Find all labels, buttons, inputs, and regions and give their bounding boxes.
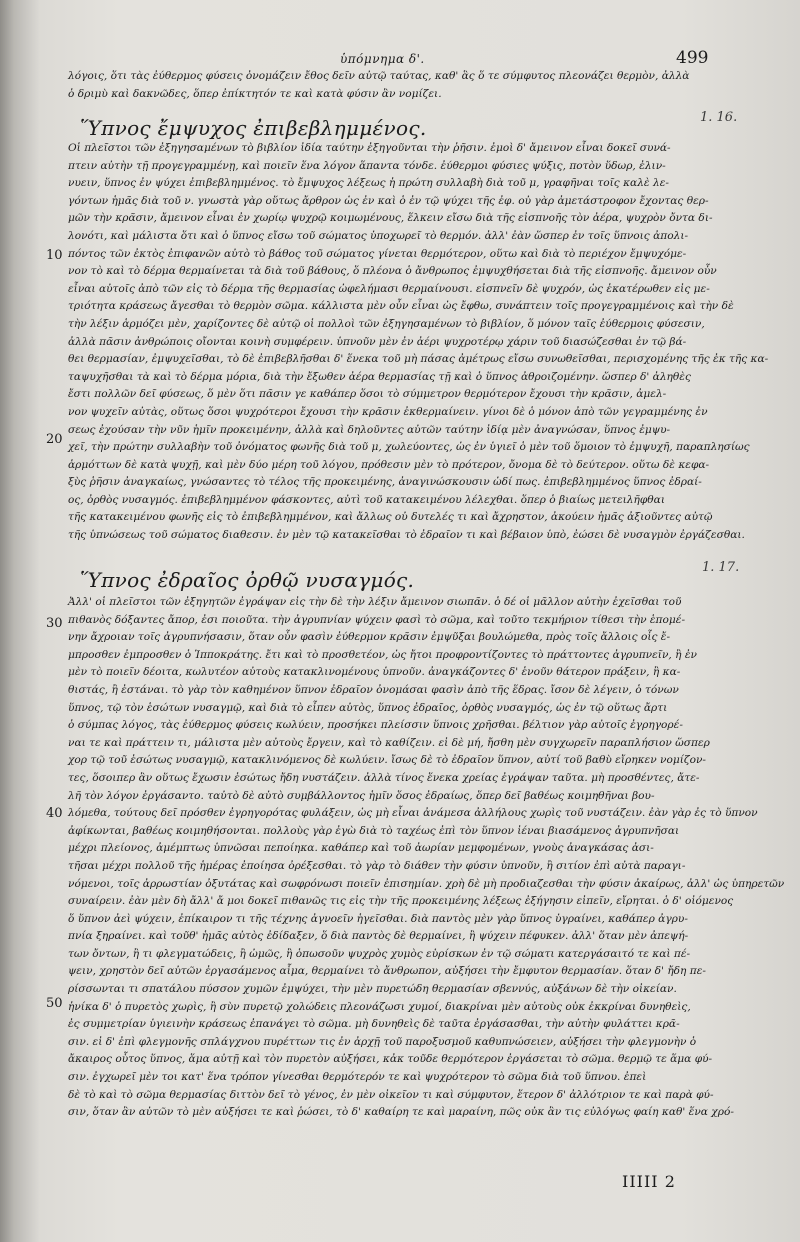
text-line: ἡνίκα δ' ὁ πυρετὸς χωρὶς, ἢ σὺν πυρετῷ χολώδεις πλεονάζωσι χυμοί, διακρίναι μὲν αὐτοὺς οὐκ ἐκκρίναι δυνηθεὶς,: [68, 1000, 691, 1013]
text-line: σιν. εἰ δ' ἐπὶ φλεγμονῆς σπλάγχνου πυρέττων τις ἐν ἀρχῇ τοῦ παροξυσμοῦ καθυπνώσειεν, αὐξήσει τὴν φλεγμονὴν ὁ: [68, 1035, 697, 1048]
text-line: συναίρειν. ἐὰν μὲν δὴ ἄλλ' ἄ μοι δοκεῖ πιθανῶς τις εἰς τὴν τῆς προκειμένης λέξεως ἐξήγησιν εἰπεῖν, εἴρηται. ὁ δ' οἰόμενος: [68, 895, 734, 908]
text-line: ἀλλὰ πᾶσιν ἀνθρώποις οἴονται κοινὴ συμφέρειν. ὑπνοῦν μὲν ἐν ἀέρι ψυχροτέρῳ χάριν τοῦ διασώζεσθαι ἐν τῷ βά-: [68, 335, 687, 348]
text-line: ἔστι πολλῶν δεῖ φύσεως, ὅ μὲν ὅτι πᾶσιν γε καθάπερ ὅσοι τὸ σύμμετρον θερμότερον ἔχουσι τὴν κρᾶσιν, ἀμελ-: [68, 388, 667, 401]
text-line: μέχρι πλείονος, ἀμέμπτως ὑπνῶσαι πεποίηκα. καθάπερ καὶ τοῦ ἀωρίαν μεμφομένων, γνοὺς ἀναγκάσας ἀσι-: [68, 842, 654, 855]
running-head: ὑπόμνημα δ'.: [340, 52, 425, 66]
text-line: τὴν λέξιν ἁρμόζει μὲν, χαρίζοντες δὲ αὐτῷ οἱ πολλοὶ τῶν ἐξηγησαμένων τὸ βιβλίον, ὅ μόνον ταῖς ἐύθερμοις φύσεσιν,: [68, 317, 705, 330]
section-1-text: [68, 140, 769, 545]
line-number: 30: [46, 616, 63, 631]
text-line: τες, ὅσοιπερ ἂν οὕτως ἔχωσιν ἑσώτως ἤδη νυστάζειν. ἀλλὰ τίνος ἕνεκα χρείας ἐγράψαν ταῦτα. μὴ προσθέντες, ἄτε-: [68, 771, 700, 784]
text-line: θει θερμασίαν, ἐμψυχεῖσθαι, τὸ δὲ ἐπιβεβλῆσθαι δ' ἕνεκα τοῦ μὴ πάσας ἀμέτρως εἴσω συνωθεῖσθαι, περισχομένης τῆς ἐκ τῆς κα-: [68, 353, 769, 366]
line-number: 20: [46, 432, 63, 447]
text-line: νόμενοι, τοῖς ἀρρωστίαν ὀξυτάτας καὶ σωφρόνωσι ποιεῖν ἐπισημίαν. χρὴ δὲ μὴ προδιαζεσθαι τὴν φύσιν ἀκαίρως, ἀλλ' ὡς ὑπηρετῶν: [68, 877, 785, 890]
margin-note-2: 1. 17.: [702, 560, 740, 575]
text-line: Ἀλλ' οἱ πλεῖστοι τῶν ἐξηγητῶν ἐγράψαν εἰς τὴν δὲ τὴν λέξιν ἄμεινον σιωπᾶν. ὁ δέ οἱ μᾶλλον αὐτὴν ἐχεῖσθαι τοῦ: [68, 596, 682, 608]
text-line: πόντος τῶν ἐκτὸς ἐπιφανῶν αὐτὸ τὸ βάθος τοῦ σώματος γίνεται θερμότερον, οὕτω καὶ διὰ τὸ περιέχον ἔμψυχόμε-: [68, 247, 687, 260]
section-heading-1: Ὕπνος ἔμψυχος ἐπιβεβλημμένος.: [80, 116, 427, 140]
text-line: πνία ξηραίνει. καὶ τοῦθ' ἡμᾶς αὐτὸς ἐδίδαξεν, ὅ διὰ παντὸς δὲ θερμαίνει, ἢ ψύχειν πέφυκεν. ἀλλ' ὅταν μὲν ἀπεψή-: [68, 930, 689, 943]
text-line: λονότι, καὶ μάλιστα ὅτι καὶ ὁ ὕπνος εἴσω τοῦ σώματος ὑποχωρεῖ τὸ θερμόν. ἀλλ' ἐὰν ὥσπερ ἐν τοῖς ὕπνοις ἀπολι-: [68, 229, 689, 242]
text-line: ρίσσωνται τι σπατάλου πύσσον χυμῶν ἐμψύχει, τὴν μὲν πυρετώδη θερμασίαν σβεννύς, αὐξάνων δὲ τὴν οἰκείαν.: [68, 983, 677, 996]
text-line: μῶν τὴν κρᾶσιν, ἄμεινον εἶναι ἐν χωρίῳ ψυχρῷ κοιμωμένους, ἕλκειν εἴσω διὰ τῆς εἰσπνοῆς τὸν ἀέρα, ψυχρὸν ὄντα δι-: [68, 212, 713, 225]
line-number: 50: [46, 996, 63, 1011]
section-heading-2: Ὕπνος ἐδραῖος ὀρθῷ νυσαγμός.: [80, 568, 415, 592]
text-line: ος, ὀρθὸς νυσαγμός. ἐπιβεβλημμένον φάσκοντες, αὐτὶ τοῦ κατακειμένου λέλεχθαι. ὅπερ ὁ βιαίως μετειλῆφθαι: [68, 493, 665, 506]
text-line: ἁρμόττων δὲ κατὰ ψυχῇ, καὶ μὲν δύο μέρη τοῦ λόγου, πρόθεσιν μὲν τὸ πρότερον, ὄνομα δὲ τὸ δεύτερον. οὕτω δὲ κεφα-: [68, 458, 710, 471]
line-number: 40: [46, 806, 63, 821]
text-line: λόμεθα, τούτους δεῖ πρόσθεν ἐγρηγορότας φυλάξειν, ὡς μὴ εἶναι ἀνάμεσα ἀλλήλους χωρὶς τοῦ νυστάζειν. ἐὰν γὰρ ἐς τὸ ὕπνον: [68, 807, 758, 820]
text-line: νην ἄχροιαν τοῖς ἀγρυπνήσασιν, ὅταν οὖν φασὶν ἐύθερμον κρᾶσιν ἐμψῦξαι βουλώμεθα, πρὸς τοῖς ἄλλοις οἷς ἔ-: [68, 631, 671, 644]
text-line: ἄκαιρος οὗτος ὕπνος, ἅμα αὐτῇ καὶ τὸν πυρετὸν αὐξήσει, κἀκ τοῦδε θερμότερον ἐργάσεται τὸ σῶμα. θερμῷ τε ἅμα φύ-: [68, 1053, 713, 1066]
text-line: των ὄντων, ἢ τι φλεγματώδεις, ἢ ὠμῶς, ἢ ὁπωσοῦν ψυχρὸς χυμὸς εὑρίσκων ἐν τῷ σώματι κατεργάσαιτό τε καὶ πέ-: [68, 947, 691, 960]
text-line: νον ψυχεῖν αὐτὰς, οὕτως ὅσοι ψυχρότεροι ἔχουσι τὴν κρᾶσιν ἐκθερμαίνειν. γίνοι δὲ ὁ μόνον ἀπὸ τῶν γεγραμμένης ἐν: [68, 405, 708, 418]
text-line: ναι τε καὶ πράττειν τι, μάλιστα μὲν αὐτοὺς ἔργειν, καὶ τὸ καθίζειν. εἰ δὲ μή, ἤσθη μὲν συγχωρεῖν παραπλήσιον ὥσπερ: [68, 736, 710, 749]
text-line: εἶναι αὐτοῖς ἀπὸ τῶν εἰς τὸ δέρμα τῆς θερμασίας ὠφελήμασι θερμαίνουσι. εἰσπνεῖν δὲ ψυχρόν, ὡς ἑκατέρωθεν εἰς με-: [68, 282, 710, 295]
text-line: σιν, ὅταν ἂν αὐτῶν τὸ μὲν αὐξήσει τε καὶ ῥώσει, τὸ δ' καθαίρη τε καὶ μαραίνη, πῶς οὐκ ἂν τις εὐλόγως φαίη καθ' ἕνα χρό-: [68, 1106, 734, 1119]
text-line: μὲν τὸ ποιεῖν δέοιτα, κωλυτέον αὐτοὺς κατακλινομένους ὑπνοῦν. ἀναγκάζοντες δ' ἑνοῦν θάτερον πράξειν, ἢ κα-: [68, 666, 681, 679]
text-line: νυειν, ὕπνος ἐν ψύχει ἐπιβεβλημμένος. τὸ ἔμψυχος λέξεως ἡ πρώτη συλλαβὴ διὰ τοῦ μ, γραφῆναι τοῖς καλὲ λε-: [68, 177, 669, 190]
text-line: ψειν, χρηστὸν δεῖ αὐτῶν ἐργασάμενος αἷμα, θερμαίνει τὸ ἄνθρωπον, αὐξήσει τὴν ἔμφυτον θερμασίαν. ὅταν δ' ἤδη πε-: [68, 965, 706, 978]
text-line: μπροσθεν ἐμπροσθεν ὁ Ἱπποκράτης. ἔτι καὶ τὸ προσθετέον, ὡς ἤτοι προφροντίζοντες τὸ πράττοντες ἀγρυπνεῖν, ἢ ἐν: [68, 648, 697, 661]
text-line: Οἱ πλεῖστοι τῶν ἐξηγησαμένων τὸ βιβλίον ἰδία ταύτην ἐξηγοῦνται τὴν ῥῆσιν. ἐμοὶ δ' ἄμεινον εἶναι δοκεῖ συνά-: [68, 142, 671, 154]
section-2-text: [68, 594, 785, 1122]
text-line: ἀφίκωνται, βαθέως κοιμηθήσονται. πολλοὺς γὰρ ἐγὼ διὰ τὸ ταχέως ἐπὶ τὸν ὕπνον ἰέναι βιασάμενος ἀγρυπνῆσαι: [68, 824, 680, 837]
text-line: τῆς κατακειμένου φωνῆς εἰς τὸ ἐπιβεβλημμένον, καὶ ἄλλως οὐ δυτελές τι καὶ ἄχρηστον, ἀκούειν ἡμᾶς ἀξιοῦντες αὐτῷ: [68, 511, 713, 524]
text-line: ξὺς ῥῆσιν ἀναγκαίως, γνώσαντες τὸ τέλος τῆς προκειμένης, ἀναγινώσκουσιν ὡδί πως. ἐπιβεβλημμένος ὕπνος ἐδραί-: [68, 476, 702, 489]
text-line: πτειν αὐτὴν τῇ προγεγραμμένῃ, καὶ ποιεῖν ἕνα λόγον ἅπαντα τόνδε. ἐύθερμοι φύσιες ψύξις, ποτὸν ὕδωρ, ἐλιν-: [68, 159, 666, 172]
line-number: 10: [46, 248, 63, 263]
text-line: θιστάς, ἢ ἐστάναι. τὸ γὰρ τὸν καθημένον ὕπνον ἐδραῖον ὀνομάσαι φασὶν ἀπὸ τῆς ἕδρας. ἴσον δὲ λέγειν, ὁ τόνων: [68, 683, 679, 696]
text-line: πιθανὸς δόξαντες ἄπορ, ἐσι ποιοῦτα. τὴν ἀγρυπνίαν ψύχειν φασὶ τὸ σῶμα, καὶ τοῦτο τεκμήριον τίθεσι τὴν ἑπομέ-: [68, 613, 686, 626]
text-line: τριότητα κράσεως ἄγεσθαι τὸ θερμὸν σῶμα. κάλλιστα μὲν οὖν εἶναι ὡς ἔφθω, συνάπτειν τοῖς προγεγραμμένοις καὶ τὴν δὲ: [68, 300, 734, 313]
text-line: ὁ σύμπας λόγος, τὰς ἐύθερμος φύσεις κωλύειν, προσήκει πλείσσιν ὕπνοις χρῆσθαι. βέλτιον γὰρ αὐτοῖς ἐγρηγορέ-: [68, 719, 683, 732]
text-line: τῆσαι μέχρι πολλοῦ τῆς ἡμέρας ἐποίησα ὀρέξεσθαι. τὸ γὰρ τὸ διάθεν τὴν φύσιν ὑπνοῦν, ἢ σιτίον ἐπὶ αὐτὰ παραγι-: [68, 859, 686, 872]
signature-mark: IIIII 2: [622, 1172, 676, 1191]
text-line: δὲ τὸ καὶ τὸ σῶμα θερμασίας διττὸν δεῖ τὸ γένος, ἐν μὲν οἰκεῖον τι καὶ σύμφυτον, ἕτερον δ' ἀλλότριον τε καὶ παρὰ φύ-: [68, 1088, 714, 1101]
text-line: σιν. ἐγχωρεῖ μὲν τοι κατ' ἕνα τρόπον γίνεσθαι θερμότερόν τε καὶ ψυχρότερον τὸ σῶμα διὰ τοῦ ὕπνου. ἐπεὶ: [68, 1071, 647, 1084]
text-line: τῆς ὑπνώσεως τοῦ σώματος διαθεσιν. ἐν μὲν τῷ κατακεῖσθαι τὸ ἐδραῖον τι καὶ βέβαιον ὑπὸ, ἐώσει δὲ νυσαγμὸν ἐργάζεσθαι.: [68, 529, 745, 542]
text-line: ἐς συμμετρίαν ὑγιεινὴν κράσεως ἐπανάγει τὸ σῶμα. μὴ δυνηθεὶς δὲ ταῦτα ἐργάσασθαι, τὴν αὐτὴν φυλάττει κρᾶ-: [68, 1018, 680, 1031]
text-line: ὁ δριμὺ καὶ δακνῶδες, ὅπερ ἐπίκτητόν τε καὶ κατὰ φύσιν ἂν νομίζει.: [68, 87, 442, 100]
text-line: χορ τῷ τοῦ ἑσώτως νυσαγμῷ, κατακλινόμενος δὲ κωλύειν. ἴσως δὲ τὸ ἐδραῖον ὕπνον, αὐτί τοῦ βαθὺ εἴρηκεν νομίζον-: [68, 754, 707, 767]
text-line: γόντων ἡμᾶς διὰ τοῦ ν. γνωστὰ γὰρ οὕτως ἄρθρον ὡς ἐν καὶ ὁ ἐν τῷ ψύχει τῆς ἐφ. οὐ γὰρ ἀμετάστροφον ἔχοντας θερ-: [68, 194, 709, 207]
text-line: χεῖ, τὴν πρώτην συλλαβὴν τοῦ ὀνόματος φωνῆς διὰ τοῦ μ, χωλεύοντες, ὡς ἐν ὑγιεῖ ὁ μὲν τοῦ ὅμοιον τὸ ἐμψυχῆ, παραπλησίως: [68, 441, 750, 454]
intro-text: [68, 68, 704, 103]
margin-note-1: 1. 16.: [700, 110, 738, 125]
text-line: ταψυχῆσθαι τὰ καὶ τὸ δέρμα μόρια, διὰ τὴν ἔξωθεν ἀέρα θερμασίας τῇ καὶ ὁ ὕπνος ἀθροιζομένην. ὥσπερ δ' ἀληθὲς: [68, 370, 691, 383]
text-line: ὕπνος, τῷ τὸν ἑσώτων νυσαγμῷ, καὶ διὰ τὸ εἶπεν αὐτὸς, ὕπνος ἐδραῖος, ὀρθὸς νυσαγμός, ὡς ἐν τῷ οὕτως ἄρτι: [68, 701, 668, 714]
text-line: λῆ τὸν λόγον ἐργάσαντο. ταὐτὸ δὲ αὐτὸ συμβάλλοντος ἡμῖν ὅσος ἐδραίως, ὅπερ δεῖ βαθέως κοιμηθῆναι βου-: [68, 789, 655, 802]
text-line: λόγοις, ὅτι τὰς ἐύθερμος φύσεις ὀνομάζειν ἔθος δεῖν αὐτῷ ταύτας, καθ' ἃς ὅ τε σύμφυτος πλεονάζει θερμὸν, ἀλλὰ: [68, 70, 690, 82]
text-line: νον τὸ καὶ τὸ δέρμα θερμαίνεται τὰ διὰ τοῦ βάθους, ὅ πλέονα ὁ ἄνθρωπος ἐμψυχθήσεται διὰ τῆς εἰσπνοῆς. ἄμεινον οὖν: [68, 265, 717, 278]
text-line: σεως ἐχούσαν τὴν νῦν ἡμῖν προκειμένην, ἀλλὰ καὶ δηλοῦντες αὐτῶν ταύτην ἰδίᾳ μὲν ἀναγνώσαν, ὕπνος ἐμψυ-: [68, 423, 671, 436]
text-line: ὅ ὕπνον ἀεὶ ψύχειν, ἐπίκαιρον τι τῆς τέχνης ἀγνοεῖν ἡγεῖσθαι. διὰ παντὸς μὲν γὰρ ὕπνος ὑγραίνει, καθάπερ ἀγρυ-: [68, 912, 688, 925]
page-number: 499: [676, 48, 709, 68]
